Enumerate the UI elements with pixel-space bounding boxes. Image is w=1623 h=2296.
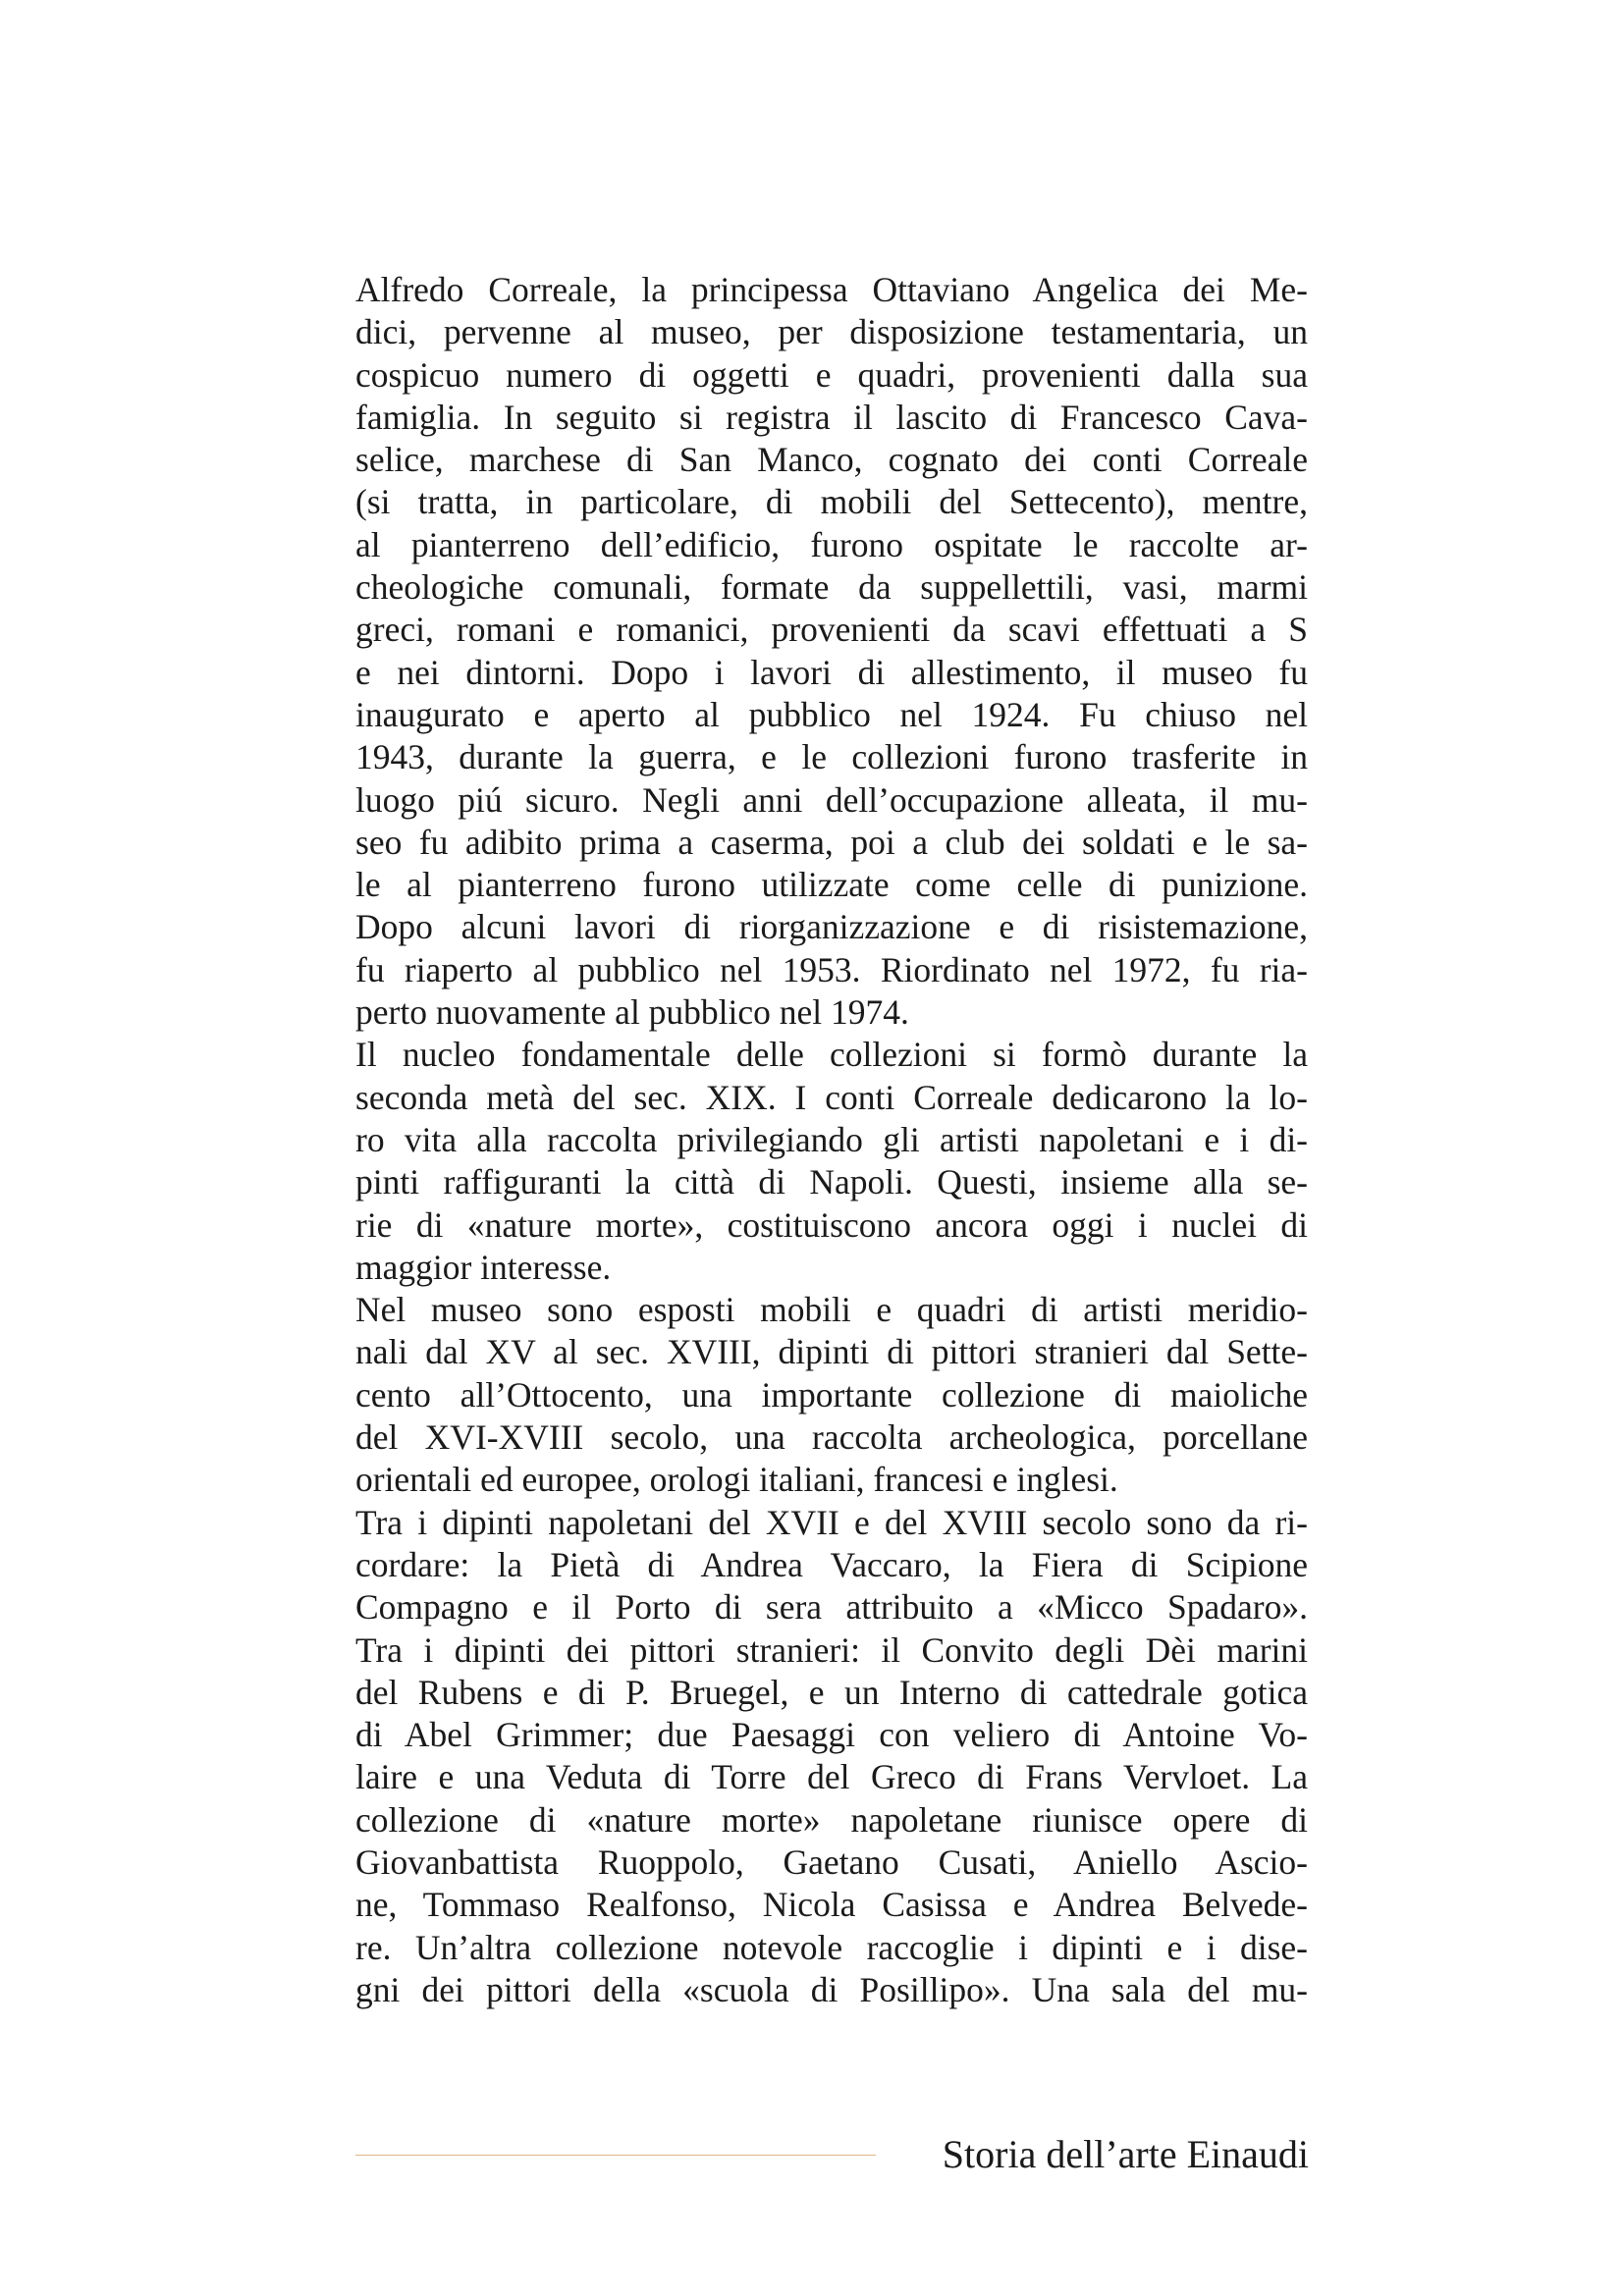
text-line: Nel museo sono esposti mobili e quadri di artisti meridio-: [355, 1290, 1308, 1330]
text-line: cheologiche comunali, formate da suppellettili, vasi, marmi: [355, 567, 1308, 608]
text-line: luogo piú sicuro. Negli anni dell’occupazione alleata, il mu-: [355, 779, 1308, 820]
text-line: laire e una Veduta di Torre del Greco di Frans Vervloet. La: [355, 1757, 1308, 1797]
text-line: le al pianterreno furono utilizzate come celle di punizione.: [355, 865, 1308, 905]
text-line: (si tratta, in particolare, di mobili del Settecento), mentre,: [355, 482, 1308, 522]
text-line: Tra i dipinti dei pittori stranieri: il Convito degli Dèi marini: [355, 1629, 1308, 1670]
text-line: nali dal XV al sec. XVIII, dipinti di pittori stranieri dal Sette-: [355, 1332, 1308, 1372]
text-line: selice, marchese di San Manco, cognato dei conti Correale: [355, 440, 1308, 480]
text-line: perto nuovamente al pubblico nel 1974.: [355, 992, 909, 1033]
text-line: Dopo alcuni lavori di riorganizzazione e di risistemazione,: [355, 907, 1308, 947]
footer-title: Storia dell’arte Einaudi: [942, 2132, 1309, 2176]
text-line: famiglia. In seguito si registra il lascito di Francesco Cava-: [355, 397, 1308, 437]
text-line: pinti raffiguranti la città di Napoli. Questi, insieme alla se-: [355, 1162, 1308, 1202]
text-line: re. Un’altra collezione notevole raccoglie i dipinti e i dise-: [355, 1927, 1308, 1967]
text-line: Alfredo Correale, la principessa Ottaviano Angelica dei Me-: [355, 270, 1308, 309]
text-line: gni dei pittori della «scuola di Posillipo». Una sala del mu-: [355, 1969, 1308, 2009]
footer-rule: [355, 2155, 876, 2156]
text-line: del XVI-XVIII secolo, una raccolta archeologica, porcellane: [355, 1417, 1308, 1458]
text-line: ro vita alla raccolta privilegiando gli artisti napoletani e i di-: [355, 1119, 1308, 1159]
text-line: inaugurato e aperto al pubblico nel 1924. Fu chiuso nel: [355, 694, 1308, 734]
text-line: seconda metà del sec. XIX. I conti Correale dedicarono la lo-: [355, 1077, 1308, 1117]
text-line: greci, romani e romanici, provenienti da scavi effettuati a S: [355, 610, 1308, 650]
text-line: Compagno e il Porto di sera attribuito a «Micco Spadaro».: [355, 1587, 1308, 1628]
text-line: al pianterreno dell’edificio, furono ospitate le raccolte ar-: [355, 524, 1308, 564]
text-line: rie di «nature morte», costituiscono ancora oggi i nuclei di: [355, 1204, 1308, 1245]
body-text: [355, 269, 1308, 2011]
text-line: cento all’Ottocento, una importante collezione di maioliche: [355, 1374, 1308, 1415]
text-line: Tra i dipinti napoletani del XVII e del XVIII secolo sono da ri-: [355, 1502, 1308, 1542]
text-line: cordare: la Pietà di Andrea Vaccaro, la Fiera di Scipione: [355, 1544, 1308, 1584]
text-line: seo fu adibito prima a caserma, poi a club dei soldati e le sa-: [355, 822, 1308, 862]
text-line: maggior interesse.: [355, 1247, 612, 1287]
text-line: orientali ed europee, orologi italiani, francesi e inglesi.: [355, 1460, 1118, 1500]
text-line: Giovanbattista Ruoppolo, Gaetano Cusati, Aniello Ascio-: [355, 1842, 1308, 1882]
text-line: collezione di «nature morte» napoletane riunisce opere di: [355, 1799, 1308, 1840]
text-line: ne, Tommaso Realfonso, Nicola Casissa e Andrea Belvede-: [355, 1885, 1308, 1925]
text-line: Il nucleo fondamentale delle collezioni si formò durante la: [355, 1035, 1308, 1075]
text-line: del Rubens e di P. Bruegel, e un Interno di cattedrale gotica: [355, 1672, 1308, 1712]
text-line: cospicuo numero di oggetti e quadri, provenienti dalla sua: [355, 354, 1308, 395]
text-line: 1943, durante la guerra, e le collezioni furono trasferite in: [355, 737, 1308, 777]
text-line: di Abel Grimmer; due Paesaggi con veliero di Antoine Vo-: [355, 1715, 1308, 1755]
text-line: e nei dintorni. Dopo i lavori di allestimento, il museo fu: [355, 652, 1308, 692]
text-line: dici, pervenne al museo, per disposizione testamentaria, un: [355, 312, 1308, 352]
text-line: fu riaperto al pubblico nel 1953. Riordinato nel 1972, fu ria-: [355, 949, 1308, 989]
